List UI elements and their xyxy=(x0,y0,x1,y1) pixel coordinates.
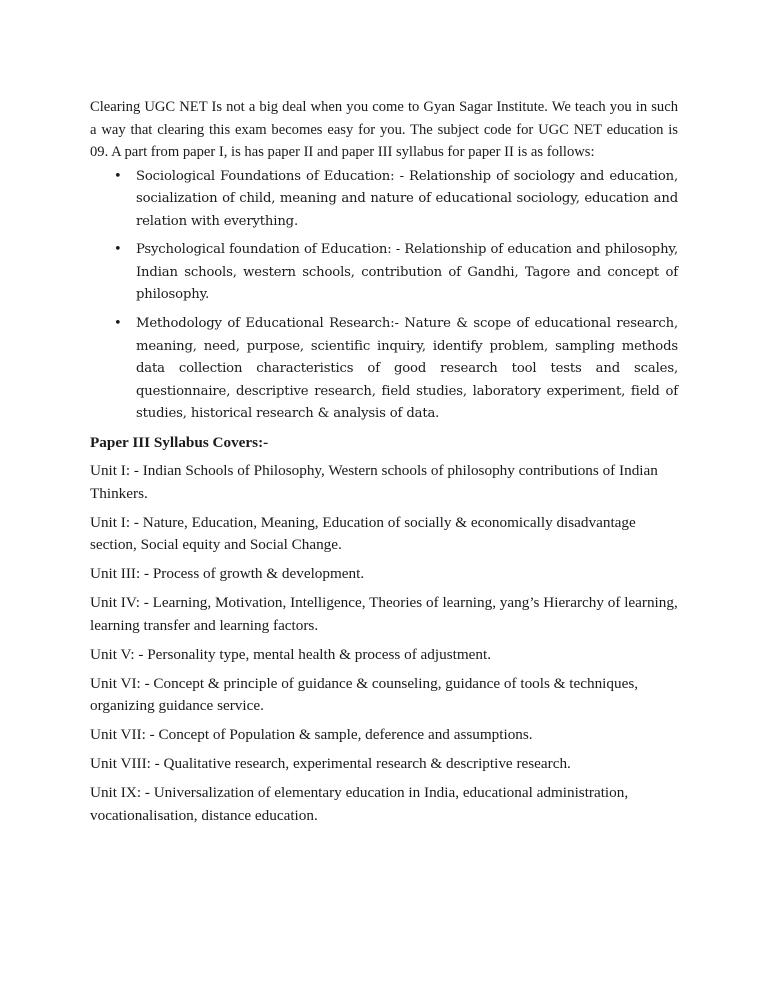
intro-paragraph: Clearing UGC NET Is not a big deal when you come to Gyan Sagar Institute. We teach you in such a way that clearing this exam becomes easy for you. The subject code for UGC NET education is 09. A part from paper I, is has paper II and paper III syllabus for paper II is as follows: xyxy=(90,99,678,160)
unit-paragraph: Unit VII: - Concept of Population & sample, deference and assumptions. xyxy=(90,726,533,744)
list-item-text: Methodology of Educational Research:- Nature & scope of educational research, meaning, need, purpose, scientific inquiry, identify problem, sampling methods data collection characteristics of good research tool tests and scales, questionnaire, descriptive research, field studies, laboratory experiment, field of studies, historical research & analysis of data. xyxy=(136,316,678,422)
list-item-text: Sociological Foundations of Education: - Relationship of sociology and education, socialization of child, meaning and nature of educational sociology, education and relation with everything. xyxy=(136,168,678,229)
bullet-icon: • xyxy=(114,168,122,184)
document-page xyxy=(90,96,678,834)
unit-paragraph: Unit VI: - Concept & principle of guidance & counseling, guidance of tools & techniques, organizing guidance service. xyxy=(90,674,639,715)
list-item xyxy=(90,166,678,234)
unit-paragraph: Unit V: - Personality type, mental health & process of adjustment. xyxy=(90,645,491,663)
unit-paragraph: Unit VIII: - Qualitative research, experimental research & descriptive research. xyxy=(90,755,571,773)
unit-paragraph: Unit I: - Indian Schools of Philosophy, Western schools of philosophy contributions of Indian Thinkers. xyxy=(90,462,658,502)
list-item xyxy=(90,239,678,307)
bullet-icon: • xyxy=(114,316,122,332)
unit-paragraph: Unit III: - Process of growth & development. xyxy=(90,565,365,583)
list-item xyxy=(90,313,678,426)
unit-paragraph: Unit IX: - Universalization of elementary education in India, educational administration, vocationalisation, distance education. xyxy=(90,784,629,824)
bullet-icon: • xyxy=(114,242,122,258)
list-item-text: Psychological foundation of Education: - Relationship of education and philosophy, Indian schools, western schools, contribution of Gandhi, Tagore and concept of philosophy. xyxy=(136,242,678,303)
unit-paragraph: Unit IV: - Learning, Motivation, Intelligence, Theories of learning, yang’s Hierarchy of learning, learning transfer and learning factors. xyxy=(90,594,678,634)
paper-3-heading: Paper III Syllabus Covers:- xyxy=(90,434,269,452)
paper-2-syllabus-list xyxy=(90,166,678,427)
unit-paragraph: Unit I: - Nature, Education, Meaning, Education of socially & economically disadvantage section, Social equity and Social Change. xyxy=(90,513,636,554)
